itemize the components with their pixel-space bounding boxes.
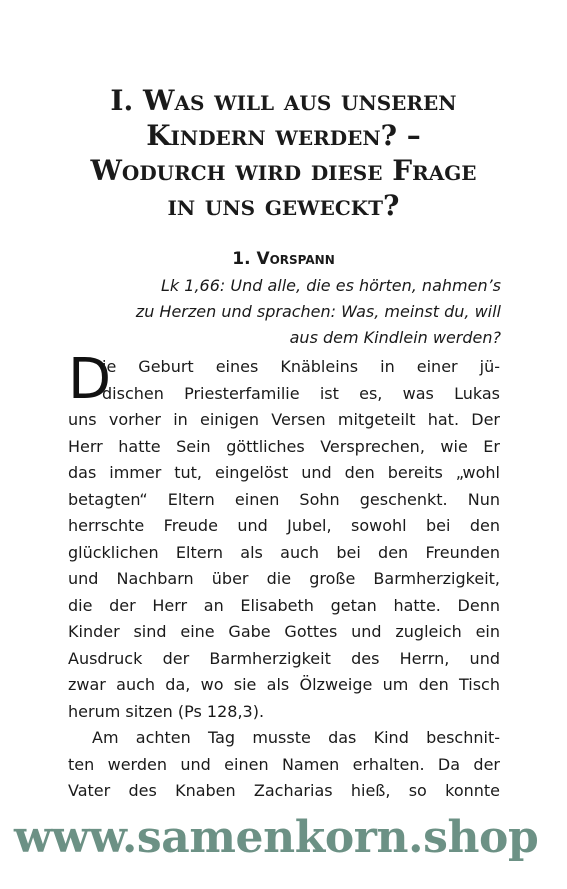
body-line: herum sitzen (Ps 128,3). <box>68 701 265 721</box>
body-line: die der Herr an Elisabeth getan hatte. Denn <box>68 595 500 615</box>
section-heading: 1. Vorspann <box>232 249 335 269</box>
chapter-title-line: Wodurch wird diese Frage <box>90 154 477 187</box>
drop-cap: D <box>68 347 112 412</box>
body-line: Herr hatte Sein göttliches Versprechen, wie Er <box>68 436 500 456</box>
body-line: Vater des Knaben Zacharias hieß, so konnte <box>68 781 500 800</box>
epigraph-line: Lk 1,66: Und alle, die es hörten, nahmen’s <box>161 276 501 295</box>
chapter-title-line: in uns geweckt? <box>167 189 400 222</box>
body-line: ten werden und einen Namen erhalten. Da der <box>68 754 500 774</box>
body-line: betagten“ Eltern einen Sohn geschenkt. Nun <box>68 489 500 509</box>
body-text <box>68 347 500 805</box>
body-line: Kinder sind eine Gabe Gottes und zugleich ein <box>68 622 500 641</box>
body-line: uns vorher in einigen Versen mitgeteilt hat. Der <box>68 410 500 429</box>
watermark: www.samenkorn.shop <box>14 812 539 863</box>
epigraph-line: zu Herzen und sprachen: Was, meinst du, will <box>135 302 501 321</box>
body-line: herrschte Freude und Jubel, sowohl bei den <box>68 516 500 535</box>
chapter-title <box>40 83 527 223</box>
body-line: das immer tut, eingelöst und den bereits „wohl <box>68 463 500 482</box>
body-line: Am achten Tag musste das Kind beschnit- <box>92 728 500 747</box>
body-line: glücklichen Eltern als auch bei den Freunden <box>68 542 500 562</box>
body-line: Ausdruck der Barmherzigkeit des Herrn, und <box>68 648 500 668</box>
body-line: dischen Priesterfamilie ist es, was Lukas <box>102 383 500 403</box>
epigraph-line: aus dem Kindlein werden? <box>289 328 501 347</box>
body-line: zwar auch da, wo sie als Ölzweige um den Tisch <box>68 675 500 694</box>
chapter-title-line: Kindern werden? – <box>146 119 421 152</box>
chapter-title-line: I. Was will aus unseren <box>110 84 457 117</box>
epigraph-quote <box>81 273 501 351</box>
body-line: und Nachbarn über die große Barmherzigkeit, <box>68 569 500 588</box>
body-line: ie Geburt eines Knäbleins in einer jü- <box>102 357 500 376</box>
